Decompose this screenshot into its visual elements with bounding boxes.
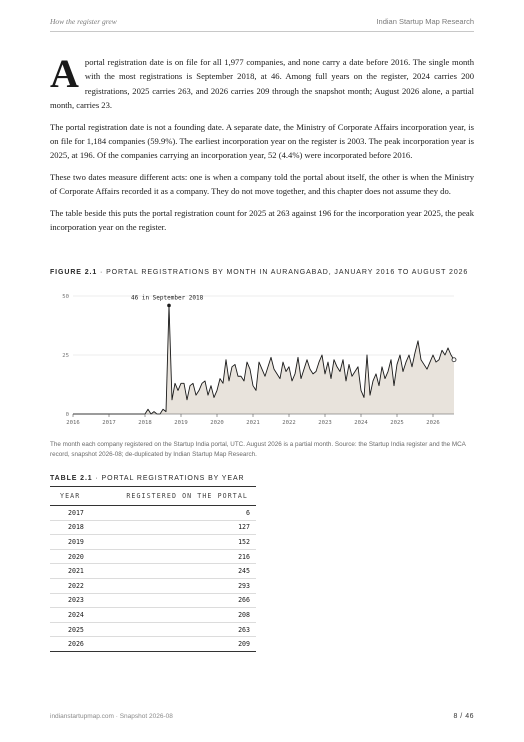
table-label	[50, 475, 244, 482]
cell-year: 2018	[50, 520, 95, 535]
table-separator: ·	[95, 475, 102, 482]
column-header-registered: REGISTERED ON THE PORTAL	[95, 487, 256, 506]
current-page: 8	[453, 713, 458, 720]
figure-number: FIGURE 2.1	[50, 269, 98, 276]
table-row	[50, 578, 256, 593]
table-row	[50, 622, 256, 637]
cell-year: 2021	[50, 564, 95, 579]
paragraph-2: The portal registration date is not a founding date. A separate date, the Ministry of Corporate Affairs incorporation year, is on file for 1,184 companies (59.9%). The earliest incorporation year on the register is 2003. The peak incorporation year is 2025, at 196. Of the companies carrying an incorporation year, 52 (4.4%) were incorporated before 2016.	[50, 121, 474, 161]
x-tick-label: 2020	[210, 420, 224, 426]
x-tick-label: 2024	[354, 420, 368, 426]
table-row	[50, 520, 256, 535]
cell-registered: 209	[95, 637, 256, 652]
paragraph-3: These two dates measure different acts: one is when a company told the portal about itself, the other is when the Ministry of Corporate Affairs recorded it as a company. They do not move together, and this chapter does not assume they do.	[50, 171, 474, 197]
x-tick-label: 2025	[390, 420, 404, 426]
cell-year: 2026	[50, 637, 95, 652]
cell-year: 2019	[50, 535, 95, 550]
publication-name: Indian Startup Map Research	[376, 17, 474, 26]
x-tick-label: 2016	[66, 420, 80, 426]
footer-source: indianstartupmap.com · Snapshot 2026-08	[50, 713, 173, 720]
registrations-chart	[50, 284, 474, 434]
column-header-year: YEAR	[50, 487, 95, 506]
table-row	[50, 535, 256, 550]
paragraph-1-text: portal registration date is on file for all 1,977 companies, and none carry a date before 2016. The single month with the most registrations is September 2018, at 46. Among full years on the register, 2024 carries 200 registrations, 2025 carries 263, and 2026 carries 209 through the snapshot month; August 2026 alone, a partial month, carries 23.	[50, 57, 474, 111]
cell-registered: 293	[95, 578, 256, 593]
chapter-title: How the register grew	[50, 17, 117, 26]
peak-annotation: 46 in September 2018	[131, 294, 204, 302]
y-tick-label: 25	[62, 353, 69, 359]
cell-year: 2017	[50, 506, 95, 521]
table-number: TABLE 2.1	[50, 475, 93, 482]
cell-year: 2020	[50, 549, 95, 564]
figure-separator: ·	[99, 269, 107, 276]
cell-registered: 266	[95, 593, 256, 608]
figure-label	[50, 269, 468, 276]
cell-registered: 245	[95, 564, 256, 579]
series-area	[73, 305, 454, 414]
table-header-row	[50, 487, 256, 506]
cell-year: 2024	[50, 608, 95, 623]
y-tick-label: 0	[65, 412, 69, 418]
paragraph-4: The table beside this puts the portal registration count for 2025 at 263 against 196 for the incorporation year 2025, the peak incorporation year on the register.	[50, 207, 474, 233]
y-tick-label: 50	[62, 294, 69, 300]
x-tick-label: 2019	[174, 420, 188, 426]
cell-registered: 263	[95, 622, 256, 637]
x-tick-label: 2022	[282, 420, 296, 426]
page-number	[453, 713, 474, 720]
cell-registered: 152	[95, 535, 256, 550]
table-row	[50, 564, 256, 579]
x-tick-label: 2021	[246, 420, 260, 426]
end-marker	[452, 358, 456, 362]
table-row	[50, 506, 256, 521]
table-row	[50, 608, 256, 623]
registrations-table	[50, 486, 256, 652]
x-tick-label: 2026	[426, 420, 440, 426]
total-pages: 46	[465, 713, 474, 720]
cell-registered: 127	[95, 520, 256, 535]
x-tick-label: 2017	[102, 420, 116, 426]
running-head	[50, 17, 474, 29]
header-rule	[50, 31, 474, 32]
table-row	[50, 593, 256, 608]
body-text	[50, 51, 474, 241]
peak-marker	[167, 304, 171, 308]
cell-year: 2022	[50, 578, 95, 593]
cell-year: 2025	[50, 622, 95, 637]
table-title: PORTAL REGISTRATIONS BY YEAR	[101, 475, 245, 482]
figure-title: PORTAL REGISTRATIONS BY MONTH IN AURANGABAD, JANUARY 2016 TO AUGUST 2026	[106, 269, 469, 276]
table-row	[50, 637, 256, 652]
paragraph-1	[50, 51, 474, 113]
cell-year: 2023	[50, 593, 95, 608]
figure-caption: The month each company registered on the Startup India portal, UTC. August 2026 is a partial month. Source: the Startup India register and the MCA record, snapshot 2026-08; de-duplicated by Indian Startup Map Research.	[50, 441, 466, 458]
drop-cap: A	[50, 51, 79, 96]
page-separator: /	[460, 713, 463, 720]
table-row	[50, 549, 256, 564]
cell-registered: 216	[95, 549, 256, 564]
cell-registered: 6	[95, 506, 256, 521]
cell-registered: 208	[95, 608, 256, 623]
x-tick-label: 2023	[318, 420, 332, 426]
x-tick-label: 2018	[138, 420, 152, 426]
